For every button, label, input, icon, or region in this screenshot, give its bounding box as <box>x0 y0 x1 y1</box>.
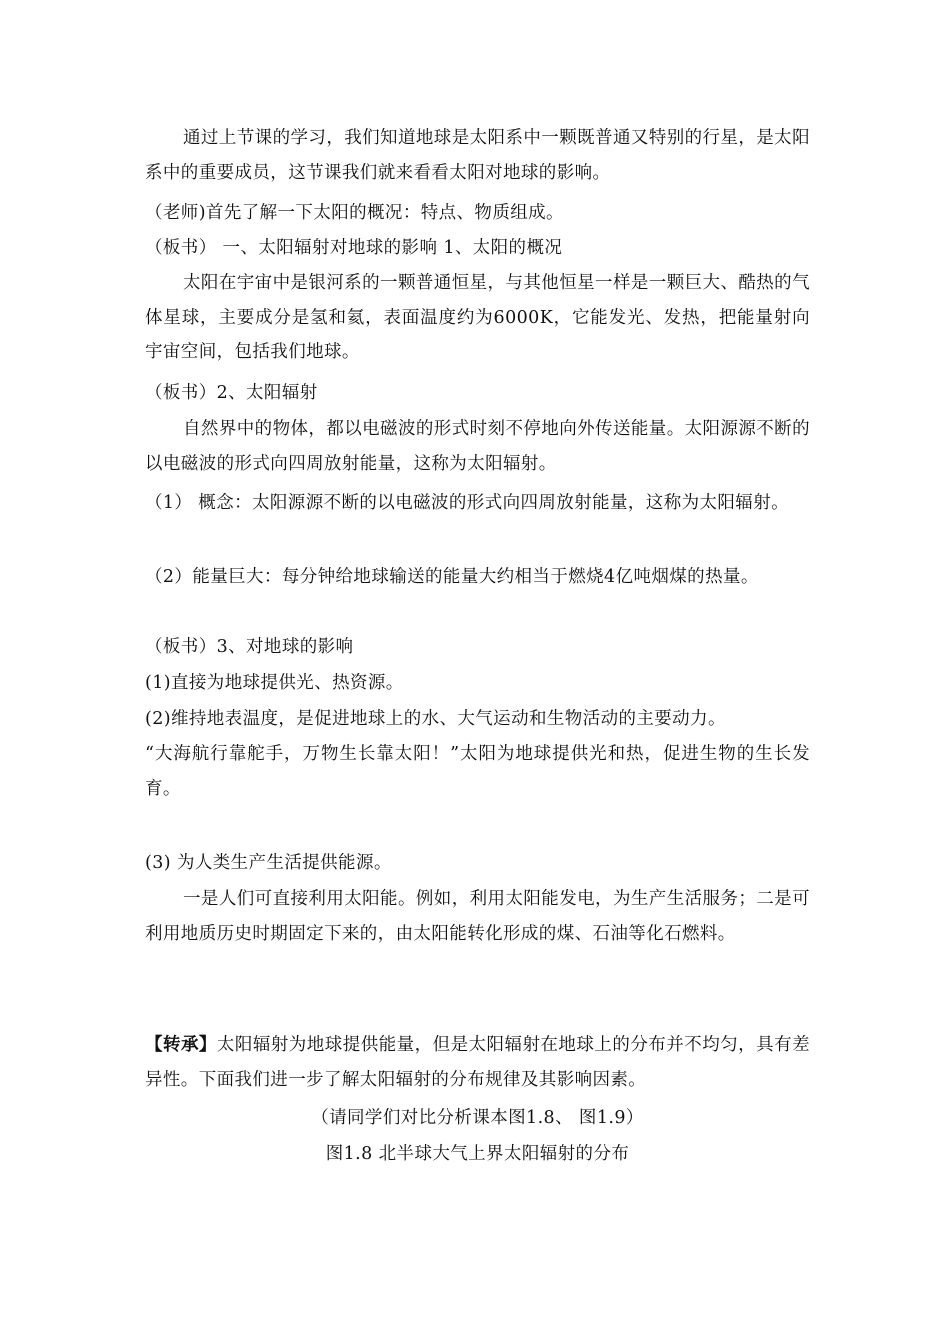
transition-paragraph <box>145 1028 810 1097</box>
figure-instruction: （请同学们对比分析课本图1.8、 图1.9） <box>311 1108 644 1128</box>
board-heading-solar-radiation: （板书）2、太阳辐射 <box>145 383 318 403</box>
transition-text: 太阳辐射为地球提供能量，但是太阳辐射在地球上的分布并不均匀，具有差异性。下面我们进一步了解太阳辐射的分布规律及其影响因素。 <box>145 1035 810 1090</box>
teacher-note: （老师)首先了解一下太阳的概况：特点、物质组成。 <box>145 203 564 223</box>
sun-overview-paragraph: 太阳在宇宙中是银河系的一颗普通恒星，与其他恒星一样是一颗巨大、酷热的气体星球，主要成分是氢和氦，表面温度约为6000K，它能发光、发热，把能量射向宇宙空间，包括我们地球。 <box>145 273 810 362</box>
impact-item-1: (1)直接为地球提供光、热资源。 <box>145 673 404 693</box>
concept-item: （1） 概念：太阳源源不断的以电磁波的形式向四周放射能量，这称为太阳辐射。 <box>145 493 789 513</box>
transition-label: 【转承】 <box>145 1035 217 1055</box>
solar-radiation-paragraph: 自然界中的物体，都以电磁波的形式时刻不停地向外传送能量。太阳源源不断的以电磁波的形式向四周放射能量，这称为太阳辐射。 <box>145 419 810 474</box>
saying-paragraph: “大海航行靠舵手，万物生长靠太阳！”太阳为地球提供光和热，促进生物的生长发育。 <box>145 744 810 799</box>
energy-use-paragraph: 一是人们可直接利用太阳能。例如，利用太阳能发电，为生产生活服务；二是可利用地质历史时期固定下来的，由太阳能转化形成的煤、石油等化石燃料。 <box>145 889 810 944</box>
board-heading-earth-impact: （板书）3、对地球的影响 <box>145 637 354 657</box>
intro-paragraph: 通过上节课的学习，我们知道地球是太阳系中一颗既普通又特别的行星，是太阳系中的重要成员，这节课我们就来看看太阳对地球的影响。 <box>145 128 810 183</box>
energy-item: （2）能量巨大：每分钟给地球输送的能量大约相当于燃烧4亿吨烟煤的热量。 <box>145 567 759 587</box>
impact-item-2: (2)维持地表温度，是促进地球上的水、大气运动和生物活动的主要动力。 <box>145 709 726 729</box>
figure-caption: 图1.8 北半球大气上界太阳辐射的分布 <box>325 1144 630 1164</box>
impact-item-3: (3) 为人类生产生活提供能源。 <box>145 853 392 873</box>
board-heading-sun-overview: （板书） 一、太阳辐射对地球的影响 1、太阳的概况 <box>145 238 563 258</box>
